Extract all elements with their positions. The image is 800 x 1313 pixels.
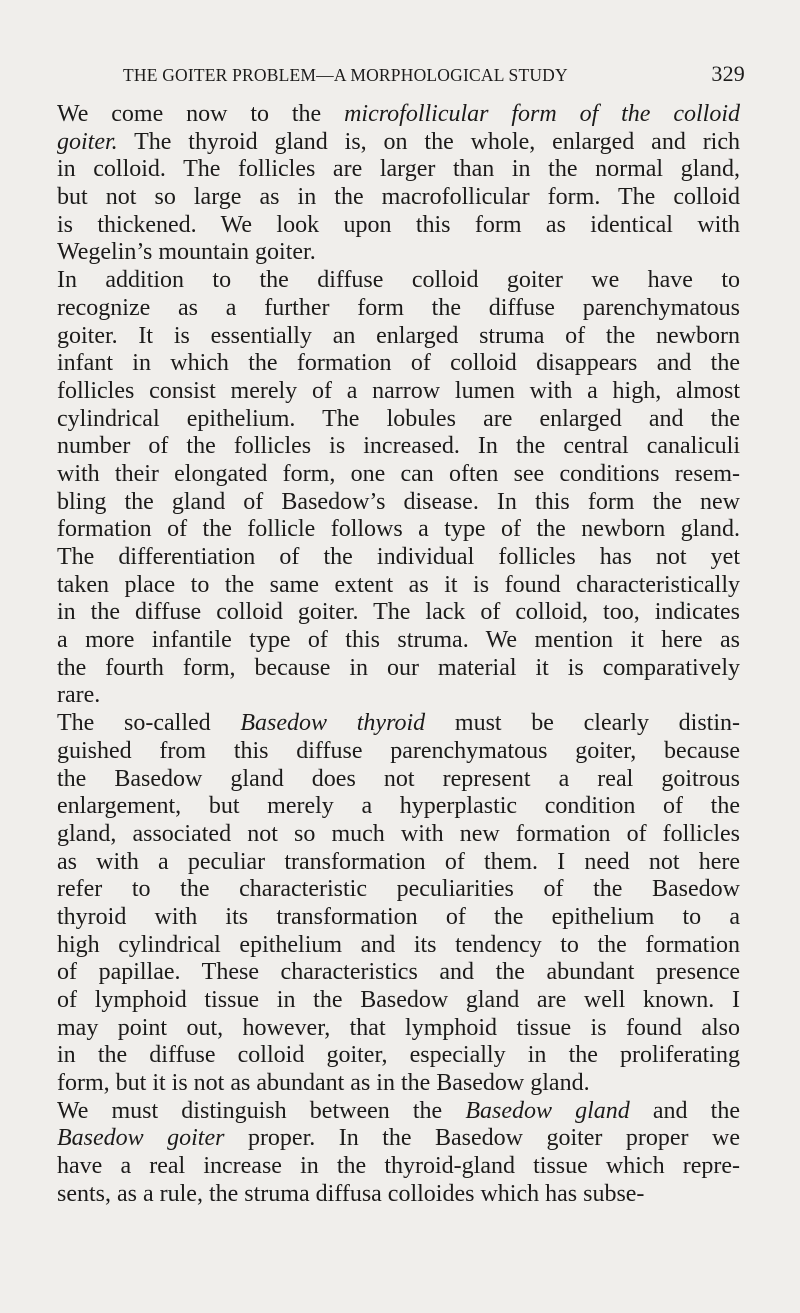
- text-segment: is thickened. We look upon this form as identical with: [57, 211, 740, 238]
- paragraph: [57, 1098, 740, 1209]
- text-line: [57, 821, 740, 849]
- text-line: [57, 267, 740, 295]
- text-line: [57, 738, 740, 766]
- text-segment: of papillae. These characteristics and the abundant presence: [57, 959, 740, 986]
- text-segment: and the: [629, 1097, 740, 1124]
- text-segment: must be clearly distin-: [425, 710, 740, 737]
- paragraph: [57, 267, 740, 710]
- text-segment: in the diffuse colloid goiter. The lack of colloid, too, indicates: [57, 599, 740, 626]
- text-line: [57, 987, 740, 1015]
- text-segment: The differentiation of the individual follicles has not yet: [57, 544, 740, 570]
- text-line: [57, 1181, 740, 1209]
- text-segment: goiter. It is essentially an enlarged struma of the newborn: [57, 322, 740, 349]
- text-line: [57, 1070, 740, 1098]
- text-segment: refer to the characteristic peculiarities of the Basedow: [57, 876, 740, 903]
- text-line: [57, 572, 740, 600]
- text-line: [57, 710, 740, 738]
- text-segment: The thyroid gland is, on the whole, enlarged and rich: [117, 128, 740, 155]
- text-segment: form, but it is not as abundant as in the Basedow gland.: [57, 1070, 590, 1097]
- text-line: [57, 239, 740, 267]
- italic-text: Basedow goiter: [57, 1125, 225, 1152]
- text-segment: cylindrical epithelium. The lobules are enlarged and the: [57, 405, 740, 432]
- text-line: [57, 1153, 740, 1181]
- text-segment: gland, associated not so much with new formation of follicles: [57, 820, 740, 847]
- text-line: [57, 876, 740, 904]
- italic-text: Basedow thyroid: [240, 710, 426, 737]
- text-line: [57, 433, 740, 461]
- text-segment: The so-called: [57, 710, 241, 737]
- running-title: THE GOITER PROBLEM—A MORPHOLOGICAL STUDY: [123, 65, 568, 85]
- text-line: [57, 129, 740, 157]
- text-line: [57, 849, 740, 877]
- text-line: [57, 1015, 740, 1043]
- text-line: [57, 461, 740, 489]
- text-segment: in the diffuse colloid goiter, especially in the proliferating: [57, 1042, 740, 1069]
- text-segment: may point out, however, that lymphoid tissue is found also: [57, 1014, 740, 1041]
- text-line: [57, 766, 740, 794]
- italic-text: microfollicular form of the colloid: [344, 101, 740, 127]
- text-line: [57, 1042, 740, 1070]
- text-segment: rare.: [57, 682, 101, 709]
- text-segment: in colloid. The follicles are larger than in the normal gland,: [57, 156, 740, 183]
- text-line: [57, 904, 740, 932]
- text-segment: recognize as a further form the diffuse parenchymatous: [57, 294, 740, 321]
- text-line: [57, 1125, 740, 1153]
- text-segment: number of the follicles is increased. In the central canaliculi: [57, 433, 740, 460]
- text-line: [57, 156, 740, 184]
- text-segment: taken place to the same extent as it is found characteristically: [57, 571, 740, 598]
- text-segment: as with a peculiar transformation of them. I need not here: [57, 848, 740, 875]
- italic-text: Basedow gland: [465, 1097, 630, 1124]
- body-text: [57, 101, 740, 1209]
- text-segment: follicles consist merely of a narrow lumen with a high, almost: [57, 377, 740, 404]
- text-line: [57, 323, 740, 351]
- text-line: [57, 406, 740, 434]
- text-line: [57, 516, 740, 544]
- paragraph: [57, 101, 740, 267]
- text-line: [57, 212, 740, 240]
- text-segment: a more infantile type of this struma. We mention it here as: [57, 627, 740, 654]
- running-header: [95, 61, 745, 92]
- text-segment: of lymphoid tissue in the Basedow gland are well known. I: [57, 987, 740, 1013]
- text-line: [57, 793, 740, 821]
- text-line: [57, 184, 740, 212]
- text-segment: guished from this diffuse parenchymatous goiter, because: [57, 737, 740, 764]
- text-segment: We come now to the: [57, 101, 345, 127]
- text-line: [57, 655, 740, 683]
- text-line: [57, 627, 740, 655]
- text-segment: the Basedow gland does not represent a real goitrous: [57, 765, 740, 792]
- text-segment: infant in which the formation of colloid disappears and the: [57, 350, 740, 377]
- text-segment: sents, as a rule, the struma diffusa colloides which has subse-: [57, 1180, 645, 1207]
- text-segment: enlargement, but merely a hyperplastic condition of the: [57, 793, 740, 820]
- text-line: [57, 682, 740, 710]
- text-segment: bling the gland of Basedow’s disease. In this form the new: [57, 488, 740, 515]
- text-line: [57, 959, 740, 987]
- page-number: 329: [711, 61, 745, 86]
- text-line: [57, 350, 740, 378]
- text-line: [57, 599, 740, 627]
- text-line: [57, 1098, 740, 1126]
- text-line: [57, 544, 740, 572]
- text-segment: high cylindrical epithelium and its tendency to the formation: [57, 931, 740, 958]
- text-line: [57, 932, 740, 960]
- text-line: [57, 295, 740, 323]
- italic-text: goiter.: [57, 128, 118, 155]
- text-segment: with their elongated form, one can often see conditions resem-: [57, 460, 740, 487]
- text-line: [57, 378, 740, 406]
- text-segment: thyroid with its transformation of the epithelium to a: [57, 903, 740, 930]
- text-segment: but not so large as in the macrofollicular form. The colloid: [57, 184, 740, 211]
- text-segment: In addition to the diffuse colloid goiter we have to: [57, 267, 740, 294]
- text-segment: have a real increase in the thyroid-gland tissue which repre-: [57, 1153, 740, 1180]
- text-segment: We must distinguish between the: [57, 1097, 466, 1124]
- text-segment: the fourth form, because in our material it is comparatively: [57, 654, 740, 681]
- text-segment: proper. In the Basedow goiter proper we: [224, 1125, 740, 1152]
- text-line: [57, 101, 740, 129]
- paragraph: [57, 710, 740, 1098]
- text-segment: Wegelin’s mountain goiter.: [57, 239, 316, 266]
- text-line: [57, 489, 740, 517]
- text-segment: formation of the follicle follows a type of the newborn gland.: [57, 516, 740, 543]
